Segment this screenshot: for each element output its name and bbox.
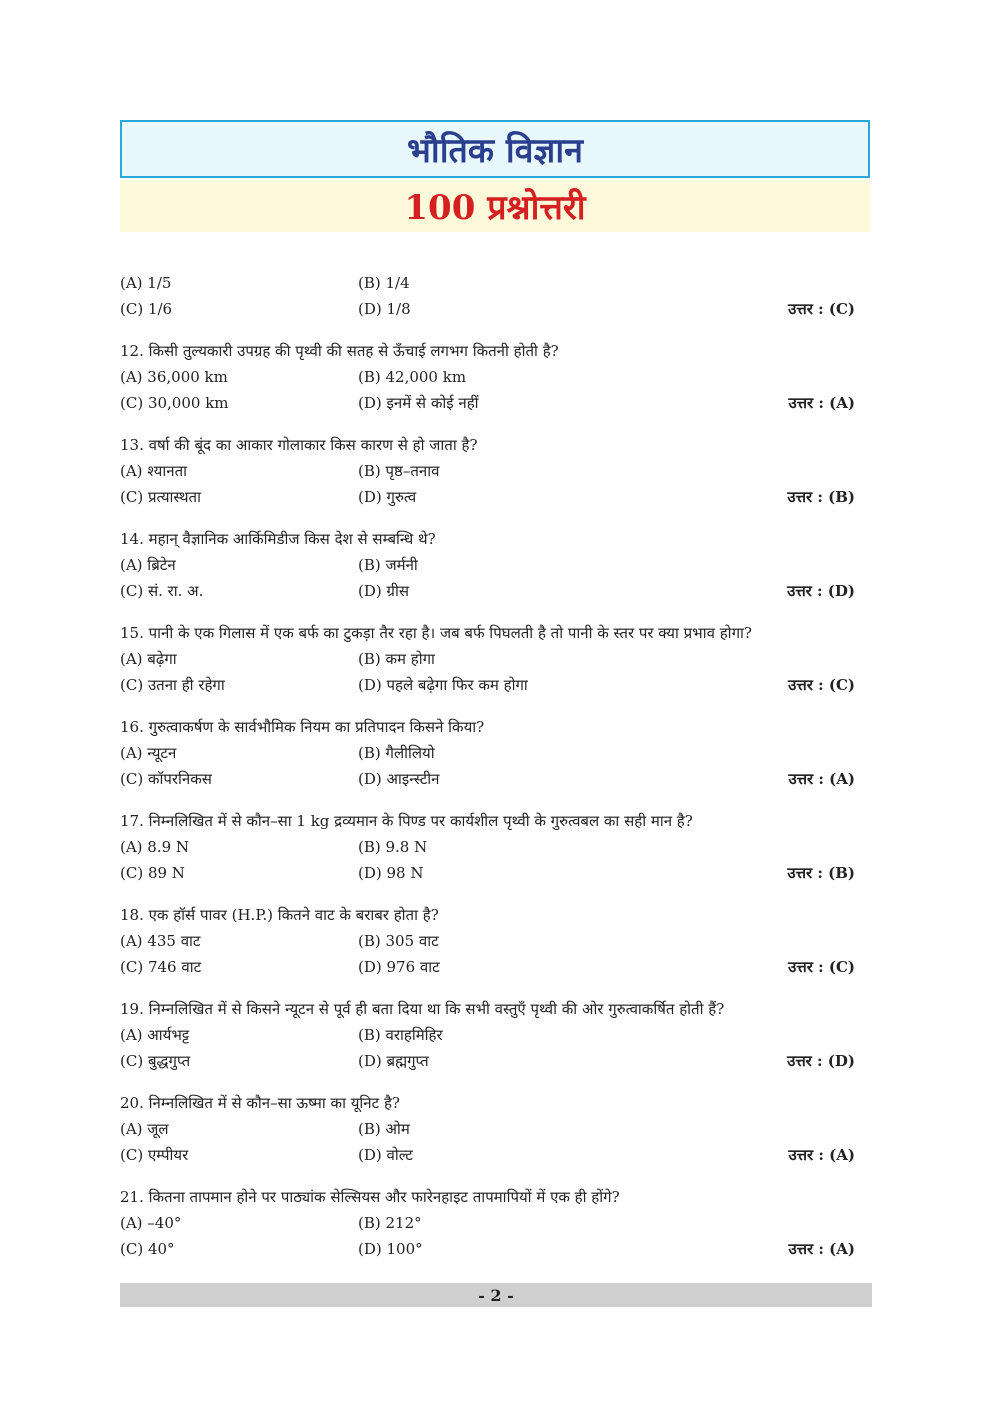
question-list	[120, 270, 855, 1262]
option-b: (B) 42,000 km	[358, 368, 467, 386]
option-row	[120, 578, 855, 604]
option-d: (D) गुरुत्व	[358, 488, 417, 506]
option-d: (D) ग्रीस	[358, 582, 409, 600]
answer-label: उत्तर : (B)	[787, 864, 855, 882]
option-row	[120, 928, 855, 954]
question-text: 12. किसी तुल्यकारी उपग्रह की पृथ्वी की सतह से ऊँचाई लगभग कितनी होती है?	[120, 342, 559, 360]
option-c: (C) उतना ही रहेगा	[120, 676, 225, 694]
option-row	[120, 1022, 855, 1048]
option-b: (B) 1/4	[358, 274, 410, 292]
question-block	[120, 432, 855, 510]
option-a: (A) श्यानता	[120, 462, 188, 480]
question-block	[120, 338, 855, 416]
option-row	[120, 458, 855, 484]
title-banner	[120, 120, 870, 178]
page-subtitle: 100 प्रश्नोत्तरी	[404, 188, 586, 228]
option-row	[120, 270, 855, 296]
option-a: (A) 36,000 km	[120, 368, 228, 386]
question-block	[120, 526, 855, 604]
question-block	[120, 1184, 855, 1262]
question-text: 16. गुरुत्वाकर्षण के सार्वभौमिक नियम का प्रतिपादन किसने किया?	[120, 718, 485, 736]
option-row	[120, 860, 855, 886]
option-c: (C) 89 N	[120, 864, 185, 882]
option-a: (A) न्यूटन	[120, 744, 177, 762]
option-a: (A) –40°	[120, 1214, 182, 1232]
question-block-continued	[120, 270, 855, 322]
option-row	[120, 740, 855, 766]
question-text: 15. पानी के एक गिलास में एक बर्फ का टुकड़ा तैर रहा है। जब बर्फ पिघलती है तो पानी के स्तर पर क्या प्रभाव होगा?	[120, 624, 752, 642]
option-row	[120, 364, 855, 390]
question-text: 13. वर्षा की बूंद का आकार गोलाकार किस कारण से हो जाता है?	[120, 436, 478, 454]
option-row	[120, 1210, 855, 1236]
option-row	[120, 390, 855, 416]
option-d: (D) आइन्स्टीन	[358, 770, 440, 788]
question-block	[120, 996, 855, 1074]
option-row	[120, 1142, 855, 1168]
question-text: 20. निम्नलिखित में से कौन–सा ऊष्मा का यूनिट है?	[120, 1094, 400, 1112]
answer-label: उत्तर : (D)	[787, 1052, 855, 1070]
option-d: (D) 98 N	[358, 864, 424, 882]
question-block	[120, 714, 855, 792]
option-d: (D) ब्रह्मगुप्त	[358, 1052, 429, 1070]
option-c: (C) बुद्धगुप्त	[120, 1052, 191, 1070]
option-row	[120, 296, 855, 322]
answer-label: उत्तर : (C)	[788, 676, 855, 694]
question-block	[120, 902, 855, 980]
option-c: (C) 1/6	[120, 300, 173, 318]
option-c: (C) प्रत्यास्थता	[120, 488, 201, 506]
option-row	[120, 1236, 855, 1262]
option-c: (C) 40°	[120, 1240, 175, 1258]
page-footer	[120, 1283, 872, 1307]
option-d: (D) वोल्ट	[358, 1146, 413, 1164]
option-row	[120, 1116, 855, 1142]
option-b: (B) 305 वाट	[358, 932, 439, 950]
option-c: (C) 746 वाट	[120, 958, 202, 976]
answer-label: उत्तर : (C)	[788, 958, 855, 976]
option-d: (D) 100°	[358, 1240, 423, 1258]
option-a: (A) जूल	[120, 1120, 169, 1138]
option-row	[120, 672, 855, 698]
answer-label: उत्तर : (A)	[788, 1240, 855, 1258]
option-b: (B) ओम	[358, 1120, 410, 1138]
option-c: (C) एम्पीयर	[120, 1146, 189, 1164]
option-row	[120, 834, 855, 860]
answer-label: उत्तर : (B)	[787, 488, 855, 506]
option-b: (B) 212°	[358, 1214, 422, 1232]
option-b: (B) गैलीलियो	[358, 744, 435, 762]
option-a: (A) आर्यभट्ट	[120, 1026, 190, 1044]
option-a: (A) 8.9 N	[120, 838, 190, 856]
option-row	[120, 954, 855, 980]
question-block	[120, 620, 855, 698]
option-c: (C) कॉपरनिकस	[120, 770, 212, 788]
option-row	[120, 766, 855, 792]
option-d: (D) 1/8	[358, 300, 411, 318]
answer-label: उत्तर : (A)	[788, 1146, 855, 1164]
option-a: (A) बढ़ेगा	[120, 650, 177, 668]
option-row	[120, 484, 855, 510]
option-b: (B) पृष्ठ–तनाव	[358, 462, 440, 480]
option-d: (D) इनमें से कोई नहीं	[358, 394, 479, 412]
question-text: 21. कितना तापमान होने पर पाठ्यांक सेल्सियस और फारेनहाइट तापमापियों में एक ही होंगे?	[120, 1188, 620, 1206]
option-b: (B) जर्मनी	[358, 556, 418, 574]
subtitle-banner	[120, 180, 870, 232]
option-a: (A) 1/5	[120, 274, 172, 292]
option-b: (B) 9.8 N	[358, 838, 428, 856]
answer-label: उत्तर : (D)	[787, 582, 855, 600]
question-block	[120, 1090, 855, 1168]
option-c: (C) सं. रा. अ.	[120, 582, 204, 600]
option-d: (D) पहले बढ़ेगा फिर कम होगा	[358, 676, 528, 694]
option-d: (D) 976 वाट	[358, 958, 440, 976]
option-row	[120, 1048, 855, 1074]
option-a: (A) ब्रिटेन	[120, 556, 176, 574]
answer-label: उत्तर : (C)	[788, 300, 855, 318]
answer-label: उत्तर : (A)	[788, 770, 855, 788]
option-row	[120, 646, 855, 672]
option-c: (C) 30,000 km	[120, 394, 229, 412]
option-a: (A) 435 वाट	[120, 932, 201, 950]
question-text: 14. महान् वैज्ञानिक आर्किमिडीज किस देश से सम्बन्धि थे?	[120, 530, 436, 548]
question-text: 17. निम्नलिखित में से कौन–सा 1 kg द्रव्यमान के पिण्ड पर कार्यशील पृथ्वी के गुरुत्वबल का सही मान है?	[120, 812, 693, 830]
answer-label: उत्तर : (A)	[788, 394, 855, 412]
question-text: 19. निम्नलिखित में से किसने न्यूटन से पूर्व ही बता दिया था कि सभी वस्तुएँ पृथ्वी की ओर गुरुत्वाकर्षित होती हैं?	[120, 1000, 725, 1018]
option-row	[120, 552, 855, 578]
option-b: (B) कम होगा	[358, 650, 435, 668]
page-number: - 2 -	[478, 1285, 514, 1305]
question-text: 18. एक हॉर्स पावर (H.P.) कितने वाट के बराबर होता है?	[120, 906, 439, 924]
question-block	[120, 808, 855, 886]
page-title: भौतिक विज्ञान	[406, 131, 584, 171]
option-b: (B) वराहमिहिर	[358, 1026, 443, 1044]
